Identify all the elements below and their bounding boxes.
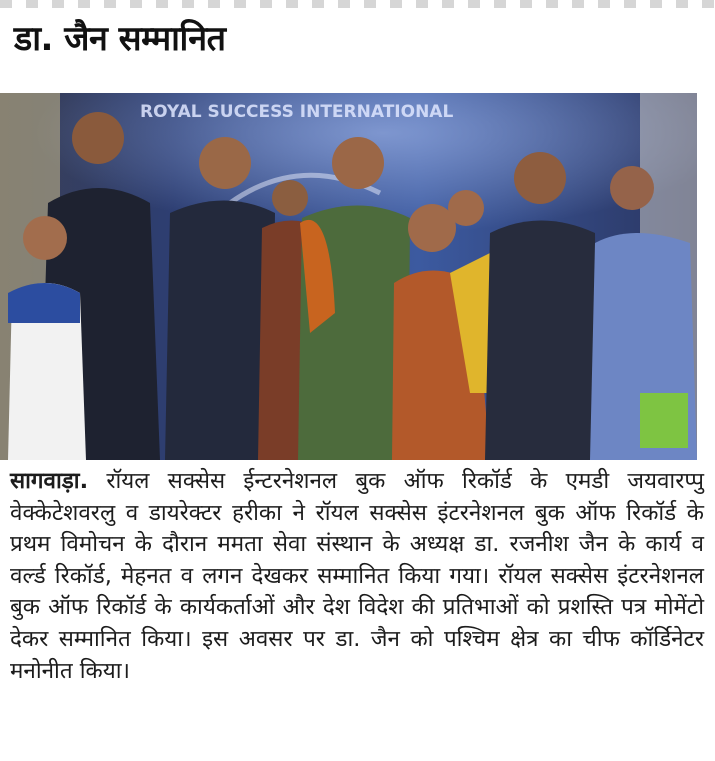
news-photo	[0, 93, 697, 460]
banner-text: ROYAL SUCCESS INTERNATIONAL	[140, 102, 454, 122]
headline: डा. जैन सम्मानित	[14, 19, 226, 59]
memento-box	[640, 393, 688, 448]
article-body	[10, 466, 704, 687]
clipping-top-edge	[0, 0, 715, 8]
felicitation-photo-illustration	[0, 93, 697, 460]
dateline: सागवाड़ा.	[10, 468, 89, 494]
article-body-text: रॉयल सक्सेस ईन्टरनेशनल बुक ऑफ रिकॉर्ड के एमडी जयवारप्पु वेक्केटेशवरलु व डायरेक्टर हरीका ने रॉयल सक्सेस इंटरनेशनल बुक ऑफ रिकॉर्ड के प्रथम विमोचन के दौरान ममता सेवा संस्थान के अध्यक्ष डा. रजनीश जैन के कार्य व वर्ल्ड रिकॉर्ड, मेहनत व लगन देखकर सम्मानित किया गया। रॉयल सक्सेस इंटरनेशनल बुक ऑफ रिकॉर्ड के कार्यकर्ताओं और देश विदेश की प्रतिभाओं को प्रशस्ति पत्र मोमेंटो देकर सम्मानित किया। इस अवसर पर डा. जैन को पश्चिम क्षेत्र का चीफ कॉर्डिनेटर मनोनीत किया।	[10, 468, 704, 684]
